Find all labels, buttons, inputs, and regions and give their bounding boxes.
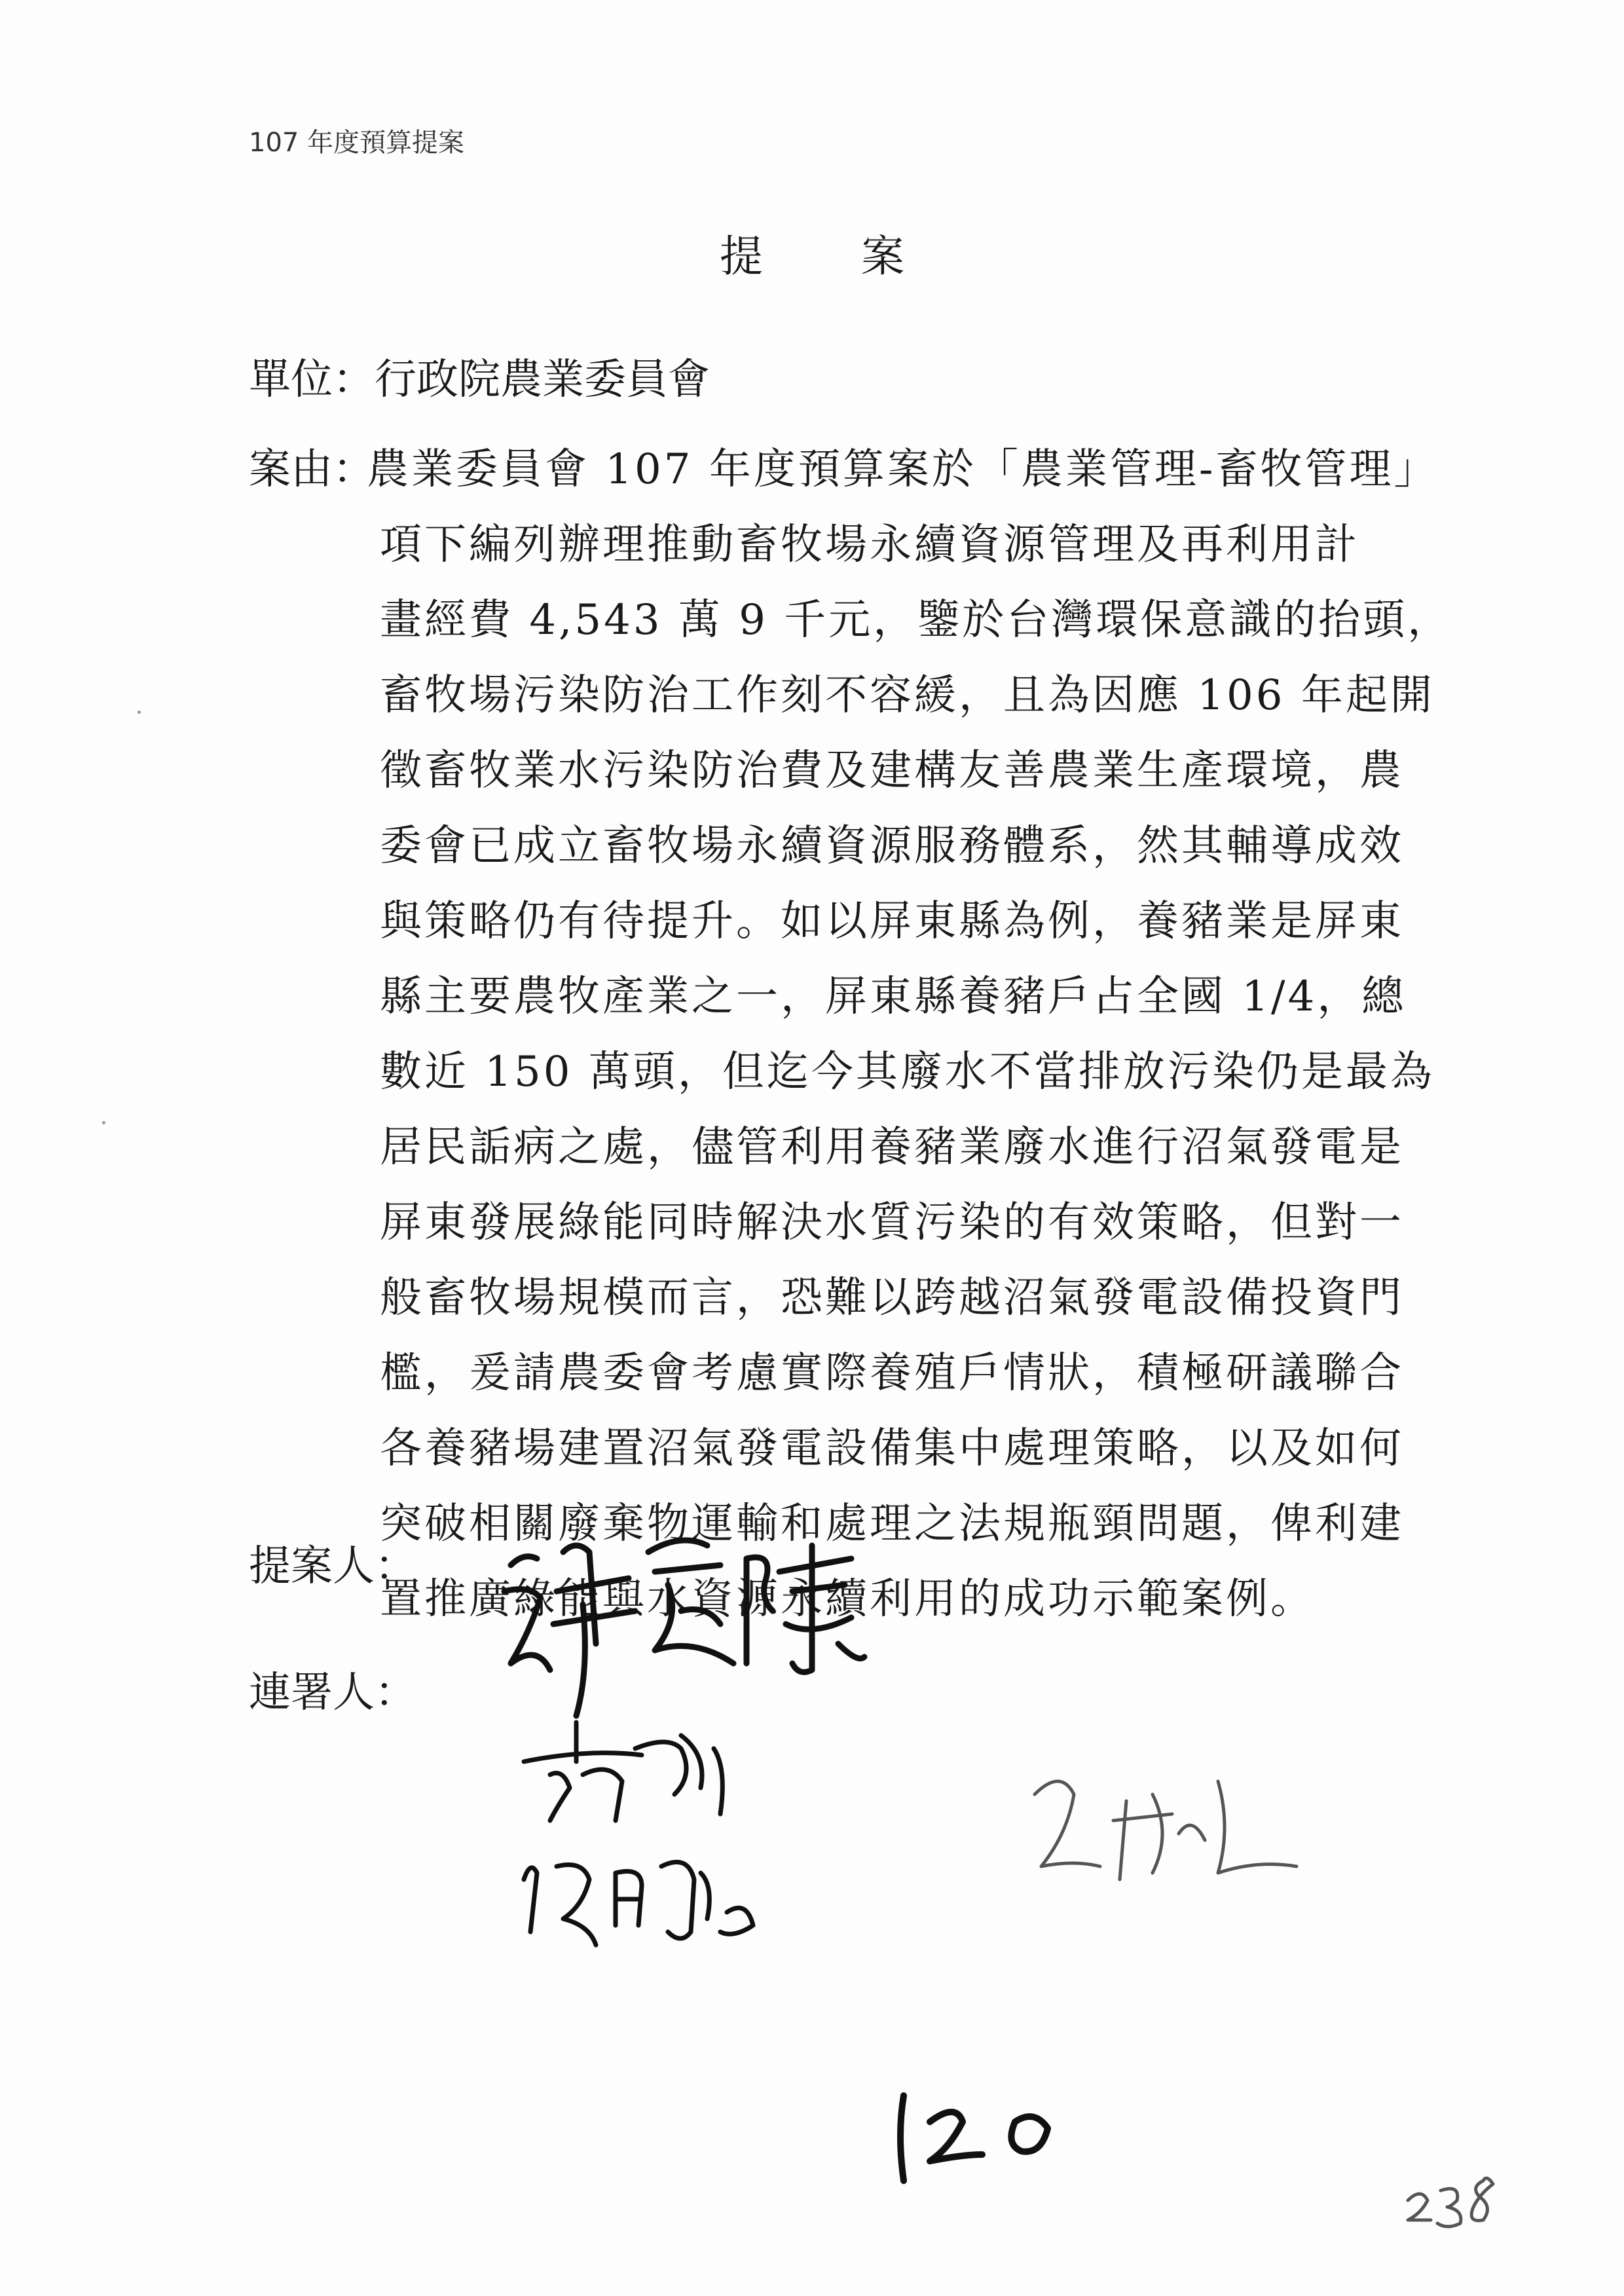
reason-line: 檻，爰請農委會考慮實際養殖戶情狀，積極研議聯合 xyxy=(380,1349,1404,1398)
cosigner-initials xyxy=(1022,1755,1349,1899)
reason-line: 屏東發展綠能同時解決水質污染的有效策略，但對一 xyxy=(380,1198,1404,1247)
reason-line: 與策略仍有待提升。如以屏東縣為例，養豬業是屏東 xyxy=(380,897,1404,946)
handwritten-page-number xyxy=(877,2083,1074,2194)
reason-line: 農業委員會 107 年度預算案於「農業管理-畜牧管理」 xyxy=(367,445,1439,494)
reason-text xyxy=(367,445,1452,1654)
reason-line: 突破相關廢棄物運輸和處理之法規瓶頸問題，俾利建 xyxy=(380,1500,1404,1548)
reason-line: 般畜牧場規模而言，恐難以跨越沼氣發電設備投資門 xyxy=(380,1274,1404,1322)
cosigner-row xyxy=(249,1669,416,1717)
document-title: 提案 xyxy=(720,231,1003,282)
scan-speck xyxy=(138,711,141,714)
reason-line: 徵畜牧業水污染防治費及建構友善農業生產環境，農 xyxy=(380,747,1404,795)
reason-line: 項下編列辦理推動畜牧場永續資源管理及再利用計 xyxy=(380,521,1359,569)
cosigner-signature xyxy=(511,1709,851,1984)
reason-line: 居民詬病之處，儘管利用養豬業廢水進行沼氣發電是 xyxy=(380,1123,1404,1172)
reason-line: 畜牧場污染防治工作刻不容緩，且為因應 106 年起開 xyxy=(380,671,1435,720)
unit-row xyxy=(249,356,710,404)
header-note: 107 年度預算提案 xyxy=(249,128,465,158)
reason-line: 數近 150 萬頭，但迄今其廢水不當排放污染仍是最為 xyxy=(380,1048,1435,1096)
handwritten-corner-number xyxy=(1401,2161,1519,2233)
proposer-row xyxy=(249,1542,416,1591)
reason-label: 案由： xyxy=(249,445,375,494)
reason-line: 委會已成立畜牧場永續資源服務體系，然其輔導成效 xyxy=(380,822,1404,870)
unit-label: 單位： xyxy=(249,356,375,404)
scan-speck xyxy=(102,1121,105,1124)
reason-line: 置推廣綠能與水資源永續利用的成功示範案例。 xyxy=(380,1575,1315,1623)
proposer-label: 提案人： xyxy=(249,1542,416,1591)
unit-value: 行政院農業委員會 xyxy=(375,356,710,404)
proposer-signature xyxy=(485,1513,904,1729)
cosigner-label: 連署人： xyxy=(249,1669,416,1717)
reason-line: 各養豬場建置沼氣發電設備集中處理策略，以及如何 xyxy=(380,1424,1404,1473)
reason-line: 縣主要農牧產業之一，屏東縣養豬戶占全國 1/4，總 xyxy=(380,972,1407,1021)
reason-line: 畫經費 4,543 萬 9 千元，鑒於台灣環保意識的抬頭， xyxy=(380,596,1452,644)
